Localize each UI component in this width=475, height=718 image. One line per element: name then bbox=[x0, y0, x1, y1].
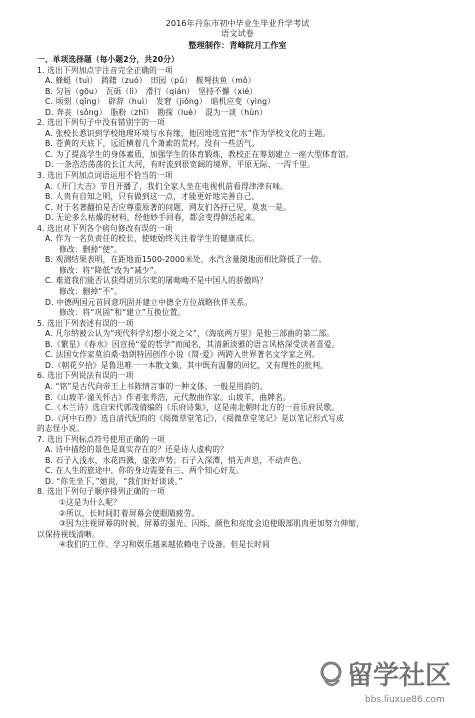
question-stem: 2. 选出下列句子中没有错别字的一项 bbox=[37, 118, 165, 128]
answer-option: C. 为了提高学生的身体素质，加强学生的体育锻炼，教校正在筹划建立一座大型体育馆。 bbox=[45, 149, 354, 159]
answer-option: A. 蜂蜓（tuì） 踌躇（zuó） 田园（pǔ） 鞍弩扶鱼（mǒ） bbox=[45, 76, 256, 86]
text-line: 修改：将“巩固”和“建立”互换位置。 bbox=[59, 308, 186, 318]
text-line: ④我们的工作、学习和娱乐越来越依赖电子设备。但是长时间 bbox=[59, 540, 270, 550]
answer-option: B. 观测结果表明，在距地面1500-2000米处，水汽含量随地面相比降低了一倍。 bbox=[45, 255, 327, 265]
text-line: ①这是为什么呢？ bbox=[59, 497, 121, 507]
text-line: ②所以，长时间盯着屏幕会使眼睛疲劳。 bbox=[59, 508, 200, 518]
exam-subtitle: 语文试卷 bbox=[221, 28, 254, 38]
answer-option: B. 石子入浅水，水花四溅，虚张声势；石子入深潭，悄无声息，不动声色。 bbox=[45, 455, 307, 465]
answer-option: D.《朝花夕拾》是鲁迅唯一一本散文集，其中既有温馨的回忆，又有理性的批判。 bbox=[45, 360, 328, 370]
answer-option: B. 匀旨（gōu） 瓦砾（lì） 滑行（qián） 坚持不懈（xié） bbox=[45, 86, 258, 96]
exam-content bbox=[37, 55, 457, 551]
answer-option: C. 对于名著翻拍是否应尊重原著的问题，网友们各抒己见，莫衷一是。 bbox=[45, 202, 291, 212]
question-stem: 5. 选出下列表述有误的一项 bbox=[37, 318, 134, 328]
answer-option: A. “铭”是古代向帝王上书陈情言事的一种文体，一般是用韵的。 bbox=[45, 381, 268, 391]
answer-option: C. 法国女作家莫泊桑·勃朗特因创作小说《简·爱》两跨入世界著名文学家之列。 bbox=[45, 350, 320, 360]
answer-option: D. “你先坐下，”她说，“我们好好谈谈。” bbox=[45, 476, 183, 486]
answer-option: A. 张校长悉识到学校地理环境与水有缘，他因地选宜把“水”作为学校文化的主题。 bbox=[45, 128, 331, 138]
section-heading: 一、单项选择题（每小题2分，共20分） bbox=[37, 55, 179, 64]
question-stem: 1. 选出下列加点字注音完全正确的一项 bbox=[37, 65, 173, 75]
question-stem: 4. 选出对下列各个病句修改有误的一项 bbox=[37, 223, 173, 233]
editor-credit: 整理制作：青峰院月工作室 bbox=[188, 40, 287, 50]
text-line: 修改：删掉“不”。 bbox=[59, 287, 123, 297]
answer-option: D.《河中石兽》选自清代纪昀的《阅微草堂笔记》，《阅微草堂笔记》是以笔记形式写成 bbox=[45, 413, 344, 423]
answer-option: B. 人贵有自知之明，只有做到这一点，才能更好地完善自己。 bbox=[45, 192, 260, 202]
answer-option: C. 在人生的旅途中，你的身边需要有三、两个知心好友。 bbox=[45, 466, 244, 476]
question-stem: 3. 选出下列加点词语运用不恰当的一项 bbox=[37, 171, 173, 181]
text-line: 修改：将“降低”改为“减少”。 bbox=[59, 265, 162, 275]
watermark-brand: 留学社区 bbox=[347, 661, 452, 691]
answer-option: B. 苍黄的天底下，远近横着几个萧索的荒村，没有一些活气。 bbox=[45, 139, 260, 149]
question-stem: 6. 选出下列说法有误的一项 bbox=[37, 371, 134, 381]
answer-option: D. 一条浩浩荡荡的长江大河，有时流到很宽阔的境界，平原无际，一泻千里。 bbox=[45, 160, 315, 170]
watermark-url: bbs.liuxue86.com bbox=[365, 695, 445, 705]
answer-option: D. 奔丧（sǒng） 脂粉（zhī） 勘探（luè） 混为一谈（hùn） bbox=[45, 107, 268, 117]
answer-option: D. 中德两国元首同意巩固并建立中德全方位战略伙伴关系。 bbox=[45, 297, 253, 307]
answer-option: A. 诗中描绘的景色是真实存在的？还是诗人虚构的？ bbox=[45, 445, 228, 455]
exam-title: 2016年丹东市初中毕业生毕业升学考试 bbox=[165, 18, 310, 28]
answer-option: B.《繁星》《春水》因宣扬“爱的哲学”而闻名，其清新淡雅的语言风格深受读者喜爱。 bbox=[45, 339, 340, 349]
answer-option: A. 作为一名负责任的校长，使她始终关注着学生的健康成长。 bbox=[45, 234, 260, 244]
answer-option: A.《开门大吉》节目开播了，我们全家人坐在电视机前看得津津有味。 bbox=[45, 181, 288, 191]
text-line: 以保持视线清晰。 bbox=[37, 529, 100, 539]
answer-option: A. 凡尔纳被公认为“现代科学幻想小说之父”，《海底两万里》是他三部曲的第二部。 bbox=[45, 329, 335, 339]
answer-option: D. 无论多么枯燥的材料，经他妙手回春，都会变得鲜活起来。 bbox=[45, 213, 261, 223]
watermark-logo bbox=[317, 650, 467, 710]
answer-option: C. 顷刻（qǐng） 辟辞（huì） 发窘（jiǒng） 暗机应变（yìng） bbox=[45, 97, 275, 107]
text-line: ③因为注视屏幕的时候，屏幕的强光、闪烁、颜色和亮度会迫使眼部肌肉更加努力伸缩， bbox=[59, 519, 364, 529]
text-line: 修改：删掉“使”。 bbox=[59, 244, 123, 254]
question-stem: 7. 选出下列标点符号使用正确的一项 bbox=[37, 434, 165, 444]
answer-option: C. 难道我们能否认获得诺贝尔奖的屠呦呦不是中国人的骄傲吗？ bbox=[45, 276, 268, 286]
answer-option: B.《山坡羊·潼关怀古》作者张养浩，元代散曲作家。山坡羊，曲牌名。 bbox=[45, 392, 291, 402]
answer-option: C.《木兰诗》选自宋代郭茂倩编的《乐府诗集》，这是南北朝时北方的一首乐府民歌。 bbox=[45, 403, 340, 413]
text-line: 的志怪小说。 bbox=[37, 424, 85, 434]
question-stem: 8. 选出下列句子顺序排列正确的一项 bbox=[37, 487, 165, 497]
